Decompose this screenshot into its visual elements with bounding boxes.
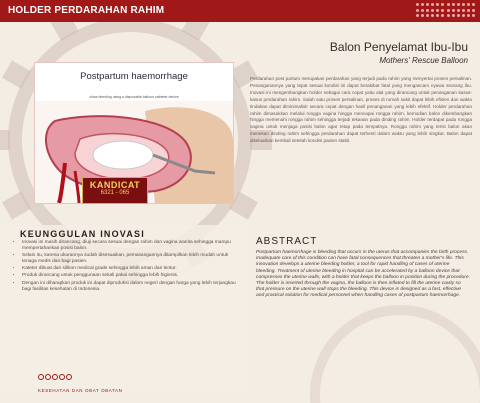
list-item: • Inovasi ini masih dirancang, diuji secara sesuai dengan rahim dan vagina wanita sehingga mampu mempertahankan posisi balon. xyxy=(22,240,244,252)
badge-code: 6321 - 065 xyxy=(100,190,130,196)
figure-title: Postpartum haemorrhage xyxy=(80,71,188,82)
list-item: • Kateter dibuat dari silikon medical grade sehingga lebih aman dan lentur. xyxy=(22,266,244,272)
footer-text: KESEHATAN DAN OBAT OBATAN xyxy=(38,388,123,393)
innovation-heading: KEUNGGULAN INOVASI xyxy=(20,229,145,239)
innovation-list xyxy=(16,240,244,294)
footer-dots-decoration xyxy=(38,374,72,381)
abstract-text: Postpartum haemorrhage is bleeding that occurs in the uterus that accompanies the birth process. Inadequate care of this condition can have fatal consequences that threaten a mother's life. This innovation develops a uterine bleeding holder, a tool for rapid handling of cases of uterine bleeding. Treatment of uterine bleeding in hospital can be accelerated by a balloon device that compresses the uterine walls, with a holder that keeps the balloon in position during the procedure. The holder is inserted through the vagina, the balloon is then inflated to fill the uterine cavity so that pressure on the uterine wall stops the bleeding. This device is designed as a fast, effective and practical solution for medical personnel when handling cases of postpartum haemorrhage. xyxy=(256,250,470,299)
header-bar xyxy=(0,0,480,22)
header-dots-decoration xyxy=(416,3,476,19)
list-item: • Produk dirancang untuk penggunaan sekali pakai sehingga lebih higienis. xyxy=(22,273,244,279)
description-text: Perdarahan post partum merupakan perdarahan yang terjadi pada rahim yang menyertai proses persalinan. Penanganannya yang tepat sesuai kondisi ini dapat berakibat fatal yang mengancam nyawa seorang ibu. Inovasi ini mengembangkan holder sebagai cara cepat yaitu alat yang dirancang untuk penanganan kasus-kasus perdarahan rahim. Salah satu proses persalinan, proses di rumah sakit dapat lebih efisien dan waktu tindakan dapat diminimalisir secara cepat dengan hasil penanganan yang lebih efektif. Holder perdarahan rahim dimasukkan melalui rongga vagina hingga mencapai rongga rahim, kemudian balon dikembangkan hingga memenuhi rongga rahim sehingga terjadi tekanan pada dinding rahim. Holder terdapat pada rongga vagina untuk menjaga posisi balon agar tetap pada tempatnya. Rongga rahim yang terisi balon akan menekan dinding rahim sehingga perdarahan dapat terhenti dalam waktu yang lebih singkat. Balon dapat dikeluarkan kembali setelah kondisi pasien stabil. xyxy=(250,76,472,144)
badge-name: KANDICAT xyxy=(89,180,141,190)
header-title: HOLDER PERDARAHAN RAHIM xyxy=(8,5,165,16)
heading-subtitle: Mothers' Rescue Balloon xyxy=(379,56,468,65)
kandicat-badge xyxy=(82,177,148,204)
heading-title: Balon Penyelamat Ibu-Ibu xyxy=(329,40,468,54)
list-item: • Dengan ini diharapkan produk ini dapat diproduksi dalam negeri dengan harga yang lebih terjangkau bagi fasilitas kesehatan di Indonesia. xyxy=(22,281,244,293)
list-item: • Selain itu, karena ukurannya sudah disesuaikan, pemasangannya ditampilkan lebih mudah untuk tenaga medis dan bagi pasien. xyxy=(22,253,244,265)
abstract-heading: ABSTRACT xyxy=(256,236,318,247)
figure-subtitle: close bleeding using a disposable balloon catheter device xyxy=(89,95,179,99)
heading-block xyxy=(310,40,468,65)
